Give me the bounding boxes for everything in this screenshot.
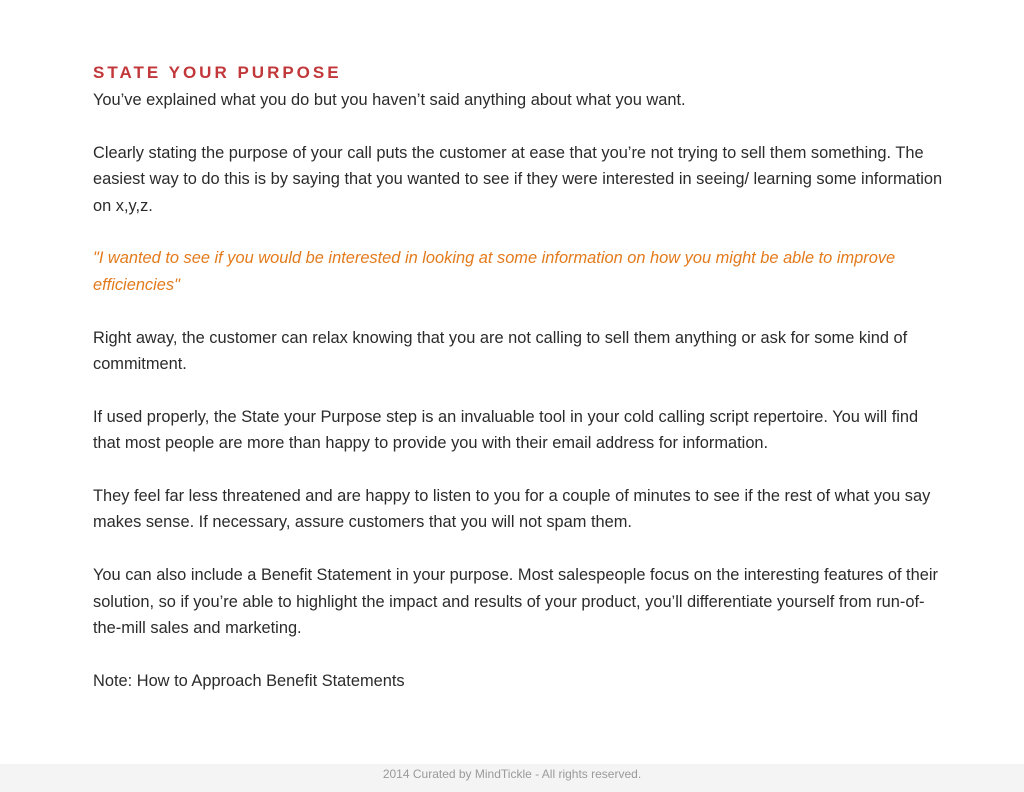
benefit-paragraph: You can also include a Benefit Statement in your purpose. Most salespeople focus on the interesting features of their solution, so if you’re able to highlight the impact and results of your product, you’ll differentiate yourself from run-of-the-mill sales and marketing. (93, 566, 938, 638)
copyright-text: 2014 Curated by MindTickle - All rights reserved. (382, 767, 642, 781)
threat-paragraph: They feel far less threatened and are happy to listen to you for a couple of minutes to see if the rest of what you say makes sense. If necessary, assure customers that you will not spam them. (93, 487, 931, 532)
document-page (93, 62, 943, 721)
example-quote: "I wanted to see if you would be interested in looking at some information on how you might be able to improve efficiencies" (93, 249, 896, 294)
purpose-paragraph: Clearly stating the purpose of your call puts the customer at ease that you’re not trying to sell them something. The easiest way to do this is by saying that you wanted to see if they were interested in seeing/ learning some information on x,y,z. (93, 143, 943, 215)
tool-paragraph: If used properly, the State your Purpose step is an invaluable tool in your cold calling script repertoire. You will find that most people are more than happy to provide you with their email address for information. (93, 407, 919, 453)
relax-paragraph: Right away, the customer can relax knowing that you are not calling to sell them anything or ask for some kind of commitment. (93, 328, 908, 374)
section-heading: STATE YOUR PURPOSE (93, 63, 342, 82)
note-paragraph: Note: How to Approach Benefit Statements (93, 671, 405, 690)
intro-paragraph: You’ve explained what you do but you haven’t said anything about what you want. (93, 91, 686, 109)
footer-bar (0, 764, 1024, 792)
